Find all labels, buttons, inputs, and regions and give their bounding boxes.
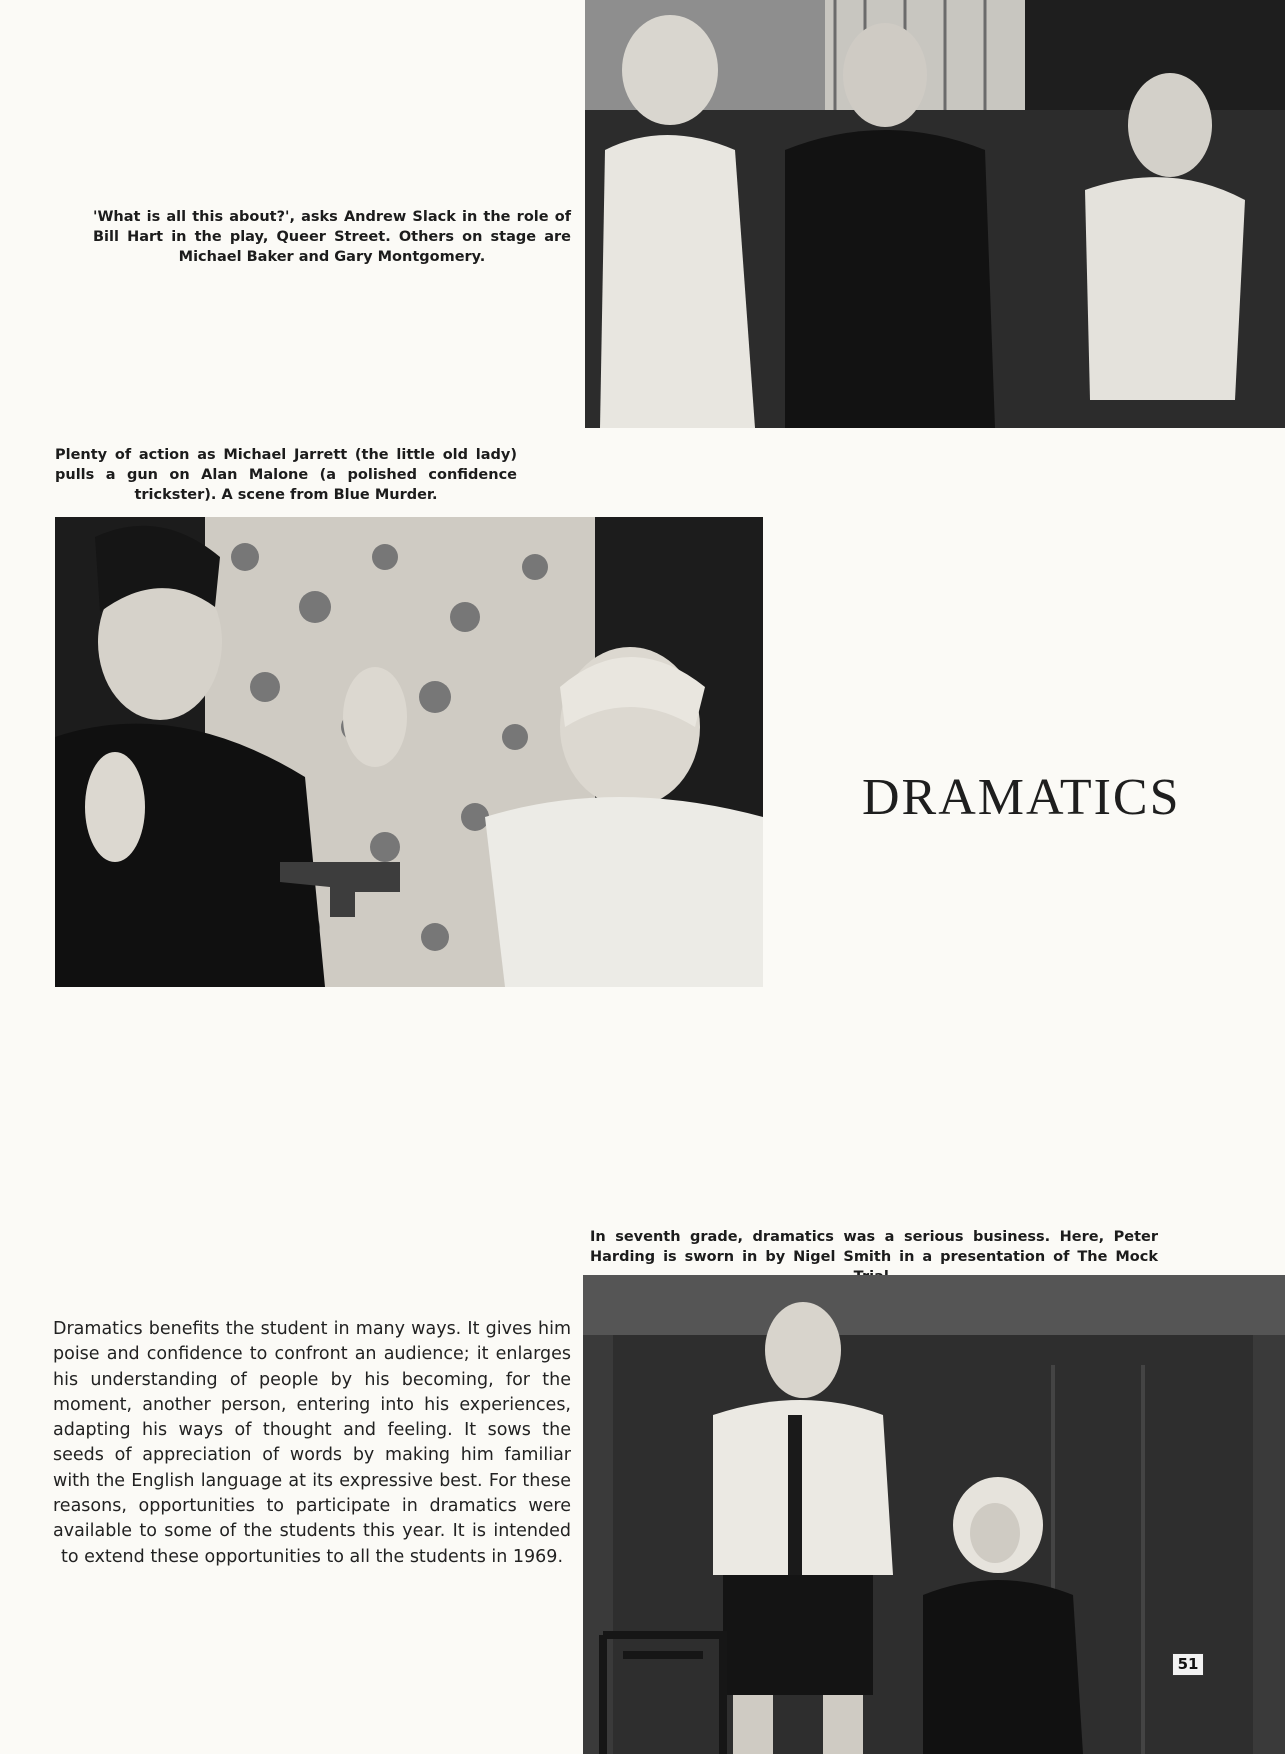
- photo-mock-trial: [583, 1275, 1285, 1754]
- photo-caption-mock-trial: In seventh grade, dramatics was a serious business. Here, Peter Harding is sworn in by Nigel Smith in a presentation of The Mock: [590, 1229, 1158, 1265]
- photo-blue-murder-image: [55, 517, 763, 987]
- photo-caption-blue-murder: Plenty of action as Michael Jarrett (the little old lady) pulls a gun on Alan Malone (a polished confidence trickster). A scene from Blue Murder.: [55, 447, 517, 503]
- photo-queer-street: [585, 0, 1285, 428]
- photo-queer-street-image: [585, 0, 1285, 428]
- photo-caption-queer-street: 'What is all this about?', asks Andrew Slack in the role of Bill Hart in the play, Queer Street. Others on stage are Michael Baker and Gary Montgomery.: [93, 209, 571, 265]
- page-number: 51: [1172, 1653, 1204, 1676]
- photo-mock-trial-image: [583, 1275, 1285, 1754]
- page-title: DRAMATICS: [862, 769, 1181, 826]
- photo-blue-murder: [55, 517, 763, 987]
- body-paragraph: Dramatics benefits the student in many ways. It gives him poise and confidence to confront an audience; it enlarges his understanding of people by his becoming, for the moment, another person, entering into his experiences, adapting his ways of thought and feeling. It sows the seeds of appreciation of words by making him familiar with the English language at its expressive best. For these reasons, opportunities to participate in dramatics were available to some of the students this year. It is intended to extend these opportunities to all the students in 1969.: [53, 1319, 571, 1567]
